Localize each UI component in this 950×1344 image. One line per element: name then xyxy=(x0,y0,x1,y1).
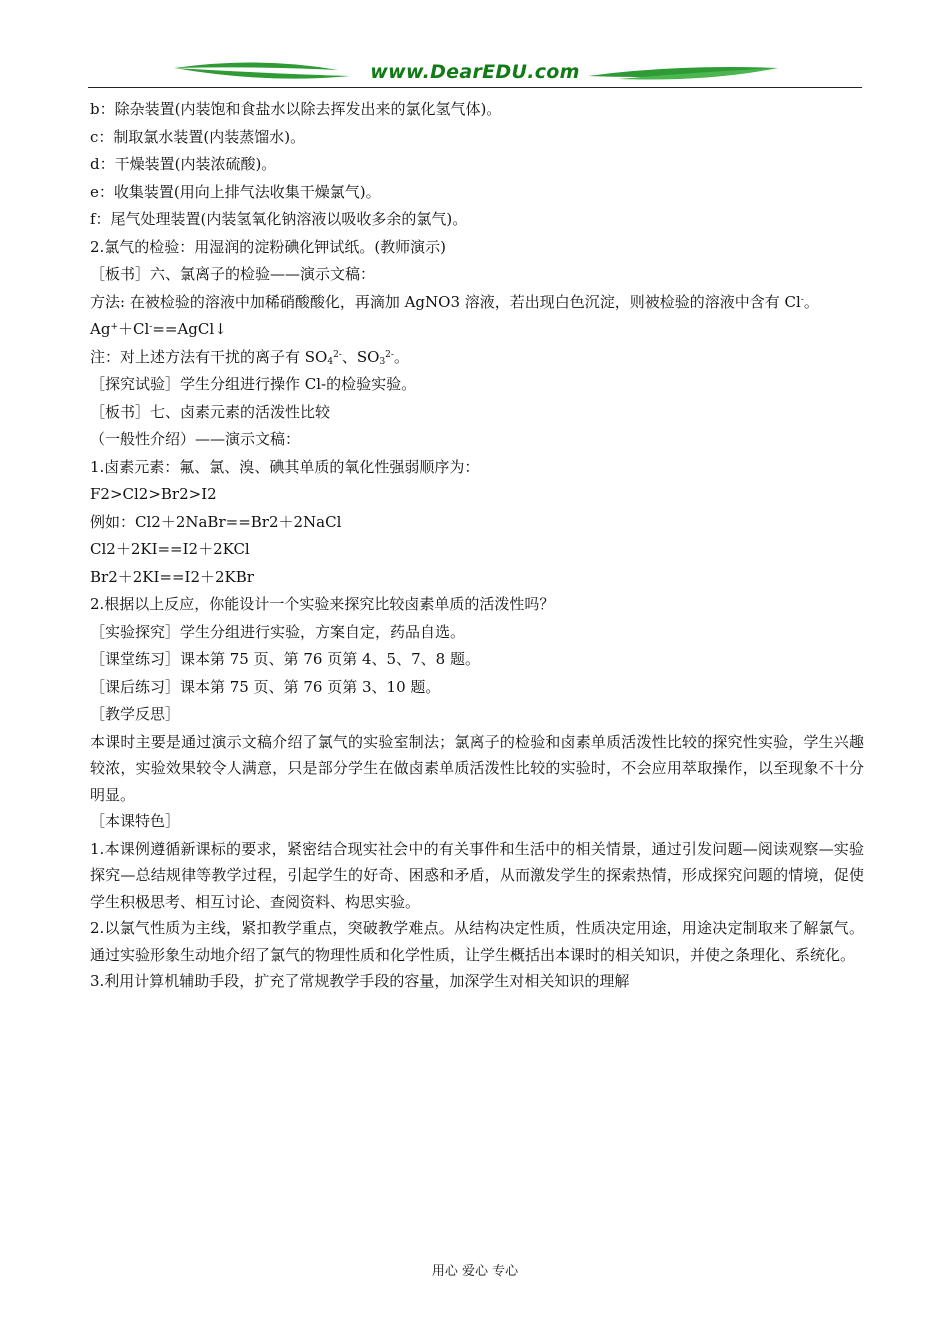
text-line: 1.卤素元素：氟、氯、溴、碘其单质的氧化性强弱顺序为： xyxy=(90,457,480,476)
note-line xyxy=(90,344,864,372)
equation-part: Ag xyxy=(90,320,111,338)
note-part: 、SO xyxy=(341,347,380,366)
text-line: ［课后练习］课本第 75 页、第 76 页第 3、10 题。 xyxy=(90,677,441,696)
equation-line: Cl2＋2KI==I2＋2KCl xyxy=(90,540,250,558)
section-heading: ［教学反思］ xyxy=(90,705,181,723)
header-site-url[interactable]: www.DearEDU.com xyxy=(370,61,580,83)
text-line: ［探究试验］学生分组进行操作 Cl-的检验实验。 xyxy=(90,375,417,393)
text-line: d：干燥装置(内装浓硫酸)。 xyxy=(90,155,277,173)
paragraph: 3.利用计算机辅助手段，扩充了常规教学手段的容量，加深学生对相关知识的理解 xyxy=(90,972,630,990)
page-header xyxy=(88,58,862,92)
subscript: 3 xyxy=(379,356,386,367)
page-footer: 用心 爱心 专心 xyxy=(431,1264,519,1279)
text-line: e：收集装置(用向上排气法收集干燥氯气)。 xyxy=(90,182,381,201)
method-line xyxy=(90,289,864,317)
text-line: ［课堂练习］课本第 75 页、第 76 页第 4、5、7、8 题。 xyxy=(90,650,480,668)
equation-line xyxy=(90,316,864,344)
superscript: - xyxy=(800,294,804,305)
note-part: 。 xyxy=(393,347,409,366)
method-text: 方法: 在被检验的溶液中加稀硝酸酸化，再滴加 AgNO3 溶液，若出现白色沉淀，则被检验的溶液中含有 Cl xyxy=(90,292,801,311)
document-body xyxy=(90,96,864,995)
text-line: f：尾气处理装置(内装氢氧化钠溶液以吸收多余的氯气)。 xyxy=(90,210,468,228)
text-line: （一般性介绍）——演示文稿： xyxy=(90,430,301,448)
board-note: ［板书］六、氯离子的检验——演示文稿： xyxy=(90,265,376,283)
text-line: 2.根据以上反应，你能设计一个实验来探究比较卤素单质的活泼性吗？ xyxy=(90,595,555,613)
board-note: ［板书］七、卤素元素的活泼性比较 xyxy=(90,402,331,421)
section-heading: ［本课特色］ xyxy=(90,812,181,830)
equation-line: Br2＋2KI==I2＋2KBr xyxy=(90,567,254,586)
text-line: b：除杂装置(内装饱和食盐水以除去挥发出来的氯化氢气体)。 xyxy=(90,100,502,118)
superscript: + xyxy=(110,322,118,332)
superscript: 2- xyxy=(385,349,394,360)
text-line: 2.氯气的检验：用湿润的淀粉碘化钾试纸。(教师演示) xyxy=(90,237,447,256)
equation-line: F2>Cl2>Br2>I2 xyxy=(90,485,217,503)
subscript: 4 xyxy=(327,356,334,367)
equation-part: ==AgCl↓ xyxy=(152,320,227,338)
equation-line: 例如：Cl2＋2NaBr==Br2＋2NaCl xyxy=(90,512,342,531)
text-line: c：制取氯水装置(内装蒸馏水)。 xyxy=(90,127,306,146)
paragraph: 2.以氯气性质为主线，紧扣教学重点，突破教学难点。从结构决定性质，性质决定用途，用途决定制取来了解氯气。通过实验形象生动地介绍了氯气的物理性质和化学性质，让学生概括出本课时的相关知识，并使之条理化、系统化。 xyxy=(90,919,864,964)
superscript: - xyxy=(149,322,153,332)
paragraph: 本课时主要是通过演示文稿介绍了氯气的实验室制法；氯离子的检验和卤素单质活泼性比较的探究性实验，学生兴趣较浓，实验效果较令人满意，只是部分学生在做卤素单质活泼性比较的实验时，不会应用萃取操作，以至现象不十分明显。 xyxy=(90,732,864,804)
text-line: ［实验探究］学生分组进行实验，方案自定，药品自选。 xyxy=(90,622,466,641)
superscript: 2- xyxy=(333,349,342,360)
method-end: 。 xyxy=(803,292,819,311)
equation-part: ＋Cl xyxy=(117,320,150,338)
header-divider xyxy=(88,87,862,88)
note-part: 注：对上述方法有干扰的离子有 SO xyxy=(90,347,328,366)
paragraph: 1.本课例遵循新课标的要求，紧密结合现实社会中的有关事件和生活中的相关情景，通过引发问题—阅读观察—实验探究—总结规律等教学过程，引起学生的好奇、困惑和矛盾，从而激发学生的探索热情，形成探究问题的情境，促使学生积极思考、相互讨论、查阅资料、构思实验。 xyxy=(90,839,864,911)
